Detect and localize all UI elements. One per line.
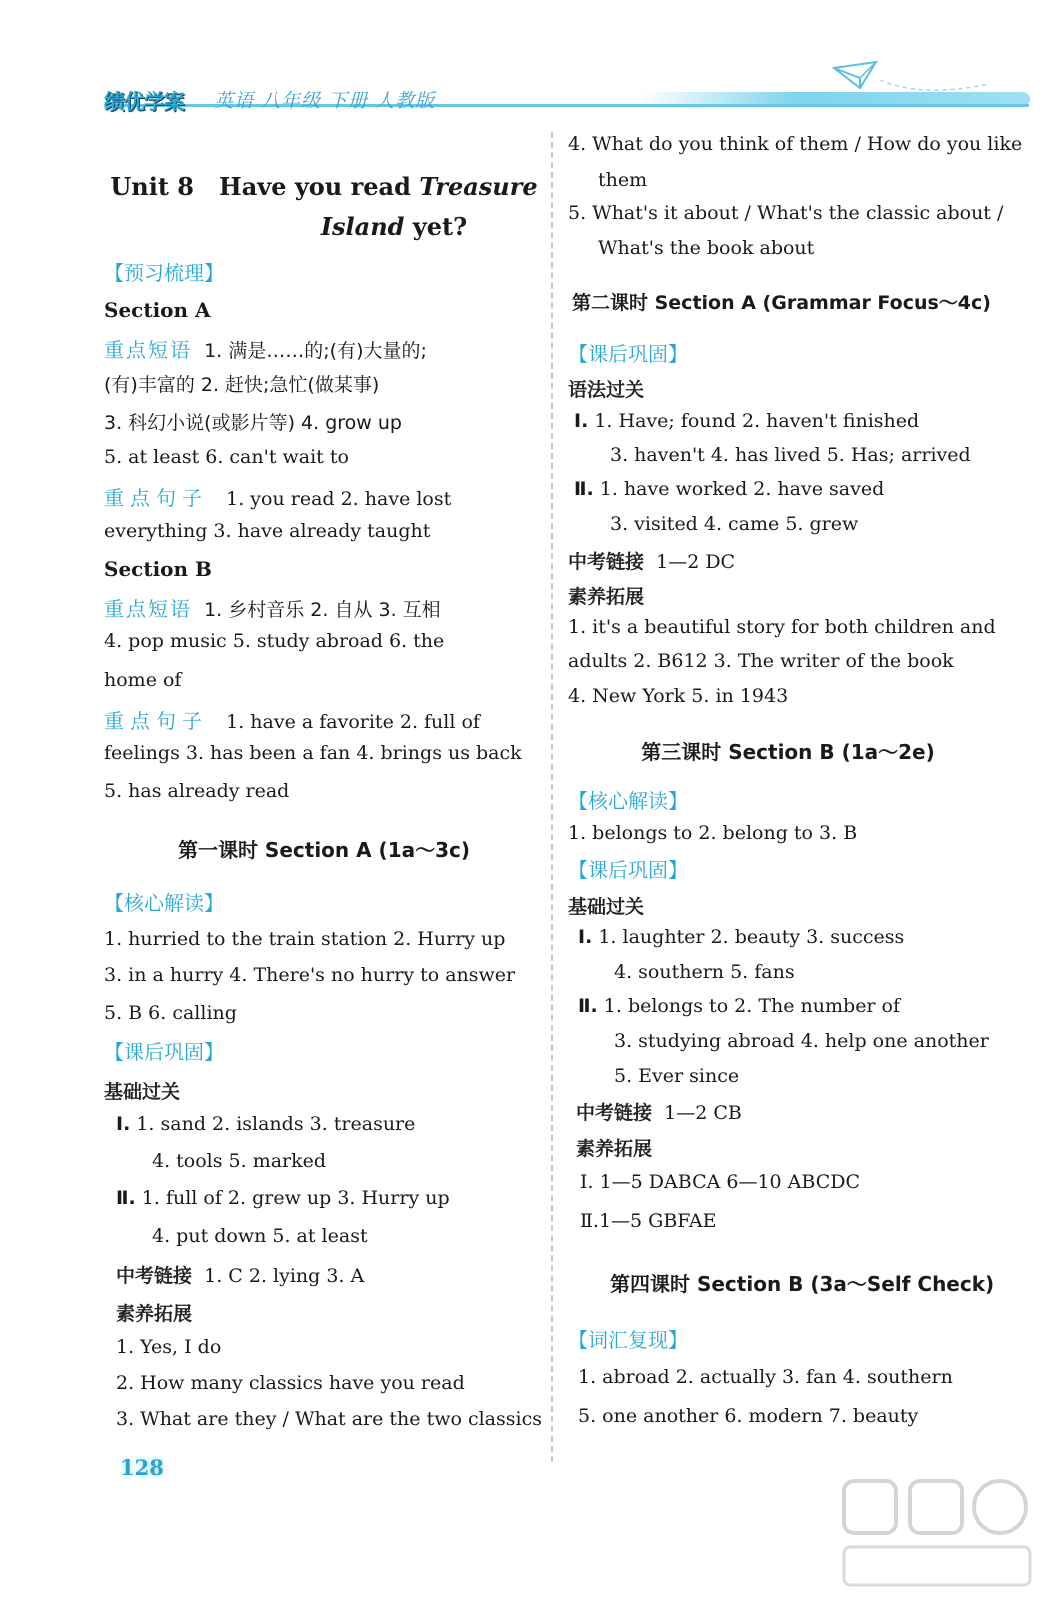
vocab-line-2: 5. one another 6. modern 7. beauty bbox=[578, 1405, 919, 1427]
roman-label: Ⅰ. bbox=[578, 926, 593, 948]
answer-text: 1. you read 2. have lost bbox=[226, 488, 452, 510]
basic-i-line-1 bbox=[116, 1113, 415, 1135]
basic-heading: 基础过关 bbox=[568, 896, 645, 918]
unit-title-italic: Island bbox=[320, 212, 405, 241]
basic-i-line-2: 4. tools 5. marked bbox=[152, 1150, 327, 1172]
basic-ii-line-1 bbox=[578, 995, 900, 1017]
answer-text: 1. 满是……的;(有)大量的; bbox=[204, 340, 427, 362]
grammar-ii-line-1 bbox=[574, 478, 884, 500]
core-line-1: 1. belongs to 2. belong to 3. B bbox=[568, 822, 858, 844]
answer-text: 1. 乡村音乐 2. 自从 3. 互相 bbox=[204, 599, 441, 621]
brand-logo: 绩优学案 bbox=[104, 90, 184, 114]
extension-line-3: 4. New York 5. in 1943 bbox=[568, 685, 789, 707]
core-line-3: 5. B 6. calling bbox=[104, 1002, 237, 1024]
after-class-tag: 【课后巩固】 bbox=[568, 858, 688, 882]
section-b-heading: Section B bbox=[104, 557, 212, 581]
key-sentences-tag: 重点句子 bbox=[104, 486, 208, 510]
exam-link-line bbox=[568, 547, 735, 574]
after-class-tag: 【课后巩固】 bbox=[104, 1040, 224, 1064]
answer-text: 1—2 DC bbox=[656, 551, 736, 573]
key-phrases-a-4: 5. at least 6. can't wait to bbox=[104, 446, 349, 468]
answer-text: 1. C 2. lying 3. A bbox=[204, 1265, 365, 1287]
key-phrases-a-2: (有)丰富的 2. 赶快;急忙(做某事) bbox=[104, 374, 380, 396]
after-class-tag: 【课后巩固】 bbox=[568, 342, 688, 366]
basic-ii-line-1 bbox=[116, 1187, 450, 1209]
extension-heading: 素养拓展 bbox=[568, 586, 645, 608]
answer-text: 1. sand 2. islands 3. treasure bbox=[136, 1113, 416, 1135]
subject-label: 英语 八年级 下册 人教版 bbox=[214, 90, 436, 112]
lesson-2-title: 第二课时 Section A (Grammar Focus～4c) bbox=[572, 292, 991, 314]
extension-line-1: 1. it's a beautiful story for both children and bbox=[568, 616, 996, 638]
key-sentences-a-1 bbox=[104, 482, 451, 511]
extension-line-2: adults 2. B612 3. The writer of the book bbox=[568, 650, 954, 672]
extension-2-line-2: Ⅱ.1—5 GBFAE bbox=[580, 1210, 717, 1232]
key-phrases-tag: 重点短语 bbox=[104, 338, 192, 362]
unit-title-line1 bbox=[104, 172, 544, 201]
vocab-review-tag: 【词汇复现】 bbox=[568, 1328, 688, 1352]
key-sentences-b-2: feelings 3. has been a fan 4. brings us back bbox=[104, 742, 522, 764]
extension-heading: 素养拓展 bbox=[116, 1303, 193, 1325]
roman-label: Ⅱ. bbox=[574, 478, 594, 500]
basic-ii-line-3: 5. Ever since bbox=[614, 1065, 740, 1087]
basic-heading: 基础过关 bbox=[104, 1081, 181, 1103]
key-phrases-a-1 bbox=[104, 334, 427, 363]
basic-ii-line-2: 4. put down 5. at least bbox=[152, 1225, 368, 1247]
answer-text: 1. belongs to 2. The number of bbox=[603, 995, 901, 1017]
key-phrases-b-1 bbox=[104, 593, 441, 622]
key-phrases-b-3: home of bbox=[104, 669, 182, 691]
answer-text: 1. laughter 2. beauty 3. success bbox=[598, 926, 905, 948]
right-line-2: them bbox=[598, 169, 648, 191]
key-sentences-b-1 bbox=[104, 705, 480, 734]
unit-number: Unit 8 bbox=[110, 172, 194, 201]
answer-text: 1. Have; found 2. haven't finished bbox=[594, 410, 920, 432]
grammar-i-line-2: 3. haven't 4. has lived 5. Has; arrived bbox=[610, 444, 971, 466]
unit-title-part: yet? bbox=[404, 212, 468, 241]
key-phrases-a-3: 3. 科幻小说(或影片等) 4. grow up bbox=[104, 412, 402, 434]
right-line-4: What's the book about bbox=[598, 237, 815, 259]
column-divider bbox=[551, 132, 553, 1462]
section-a-heading: Section A bbox=[104, 298, 211, 322]
lesson-3-title: 第三课时 Section B (1a～2e) bbox=[641, 740, 935, 764]
key-sentences-b-3: 5. has already read bbox=[104, 780, 290, 802]
grammar-ii-line-2: 3. visited 4. came 5. grew bbox=[610, 513, 859, 535]
roman-label: Ⅱ. bbox=[116, 1187, 136, 1209]
extension-line-3: 3. What are they / What are the two classics bbox=[116, 1408, 542, 1430]
unit-title-line2 bbox=[174, 212, 614, 241]
answer-text: 1. have a favorite 2. full of bbox=[226, 711, 480, 733]
page-header bbox=[0, 0, 1050, 125]
key-phrases-b-2: 4. pop music 5. study abroad 6. the bbox=[104, 630, 445, 652]
basic-i-line-1 bbox=[578, 926, 904, 948]
basic-ii-line-2: 3. studying abroad 4. help one another bbox=[614, 1030, 989, 1052]
core-line-1: 1. hurried to the train station 2. Hurry up bbox=[104, 928, 506, 950]
lesson-1-title: 第一课时 Section A (1a～3c) bbox=[177, 838, 471, 862]
roman-label: Ⅰ. bbox=[574, 410, 589, 432]
grammar-heading: 语法过关 bbox=[568, 379, 645, 401]
exam-link-line bbox=[116, 1261, 364, 1288]
key-sentences-a-2: everything 3. have already taught bbox=[104, 520, 431, 542]
page-number: 128 bbox=[120, 1455, 164, 1480]
key-sentences-tag: 重点句子 bbox=[104, 709, 208, 733]
roman-label: Ⅰ. bbox=[116, 1113, 131, 1135]
basic-i-line-2: 4. southern 5. fans bbox=[614, 961, 795, 983]
exam-link-heading: 中考链接 bbox=[576, 1102, 653, 1124]
watermark-logo-icon bbox=[840, 1475, 1035, 1593]
answer-text: 1—2 CB bbox=[664, 1102, 742, 1124]
answer-text: 1. full of 2. grew up 3. Hurry up bbox=[141, 1187, 450, 1209]
extension-line-1: 1. Yes, I do bbox=[116, 1336, 222, 1358]
unit-title-part: Have you read bbox=[219, 172, 420, 201]
lesson-4-title: 第四课时 Section B (3a～Self Check) bbox=[610, 1272, 995, 1296]
answer-text: 1. have worked 2. have saved bbox=[599, 478, 885, 500]
exam-link-line-2 bbox=[576, 1098, 742, 1125]
unit-title-italic: Treasure bbox=[419, 172, 538, 201]
core-line-2: 3. in a hurry 4. There's no hurry to answer bbox=[104, 964, 516, 986]
extension-line-2: 2. How many classics have you read bbox=[116, 1372, 465, 1394]
key-phrases-tag: 重点短语 bbox=[104, 597, 192, 621]
right-line-3: 5. What's it about / What's the classic about / bbox=[568, 202, 1004, 224]
grammar-i-line-1 bbox=[574, 410, 919, 432]
core-tag: 【核心解读】 bbox=[104, 891, 224, 915]
preview-tag: 【预习梳理】 bbox=[104, 261, 224, 285]
vocab-line-1: 1. abroad 2. actually 3. fan 4. southern bbox=[578, 1366, 953, 1388]
extension-2-line-1: Ⅰ. 1—5 DABCA 6—10 ABCDC bbox=[580, 1171, 861, 1193]
exam-link-heading: 中考链接 bbox=[116, 1265, 193, 1287]
roman-label: Ⅱ. bbox=[578, 995, 598, 1017]
extension-heading-2: 素养拓展 bbox=[576, 1138, 653, 1160]
exam-link-heading: 中考链接 bbox=[568, 551, 645, 573]
core-tag: 【核心解读】 bbox=[568, 789, 688, 813]
right-line-1: 4. What do you think of them / How do you like bbox=[568, 133, 1023, 155]
